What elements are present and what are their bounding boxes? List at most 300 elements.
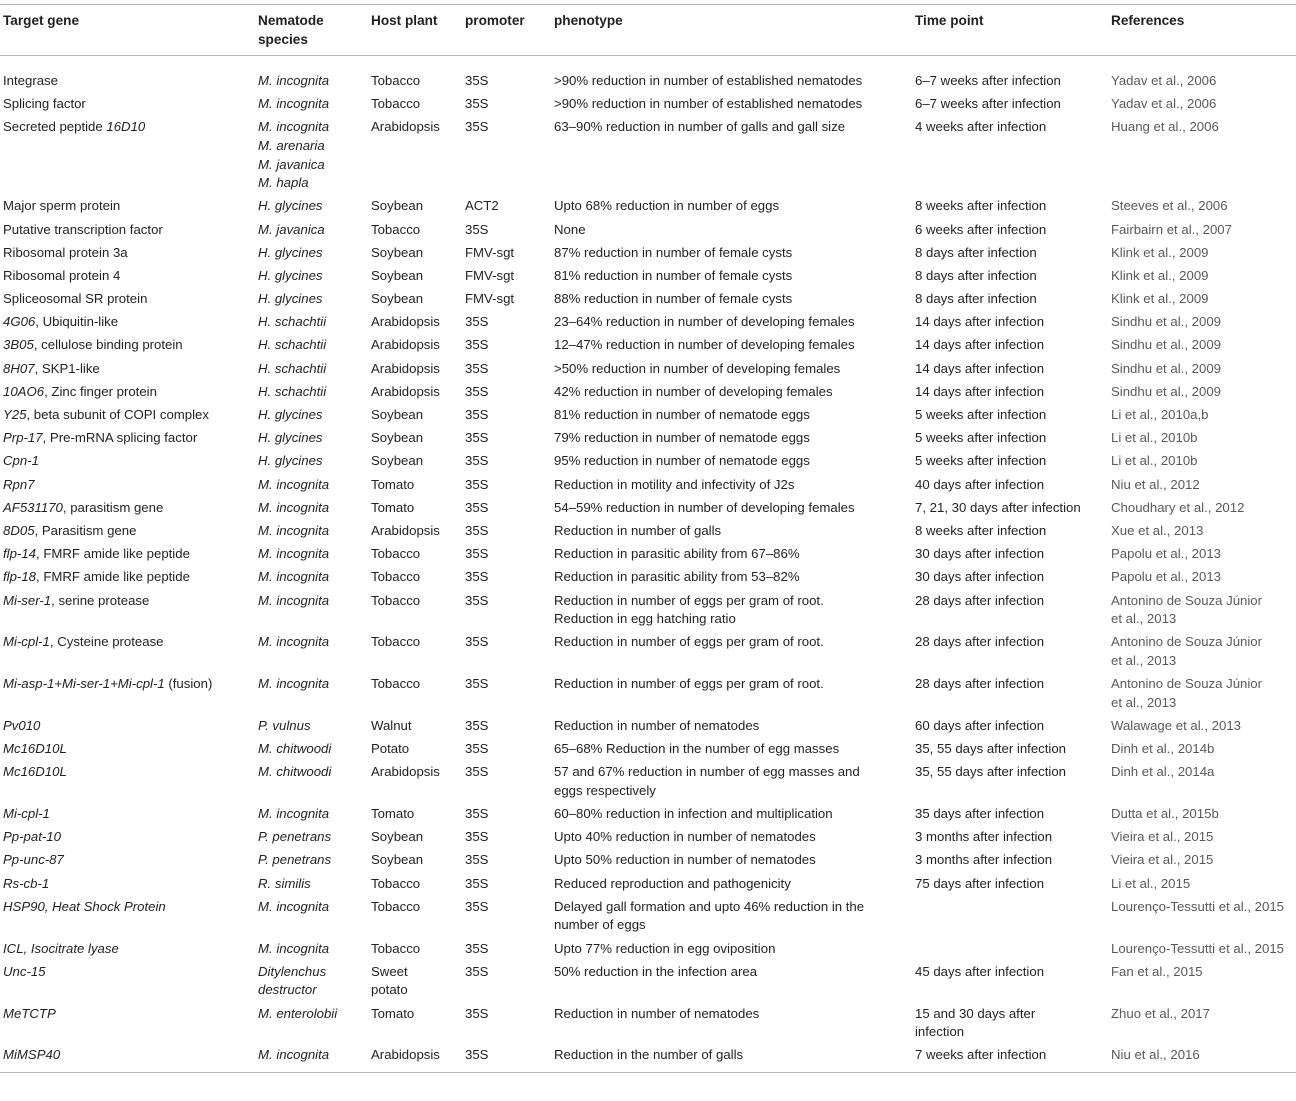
cell-target-gene	[0, 195, 254, 218]
gene-segment: 8H07	[3, 360, 35, 376]
cell-nematode-species	[254, 427, 367, 450]
cell-phenotype	[550, 218, 911, 241]
cell-text: Tobacco	[371, 569, 421, 585]
cell-text: Li et al., 2010b	[1111, 453, 1198, 469]
cell-text: 35S	[465, 806, 489, 822]
gene-segment: flp-18	[3, 569, 36, 585]
cell-phenotype	[550, 631, 911, 673]
cell-target-gene	[0, 265, 254, 288]
cell-text: et al., 2013	[1111, 611, 1177, 627]
table-row	[0, 241, 1296, 264]
cell-host-plant	[367, 589, 461, 631]
cell-phenotype	[550, 56, 911, 93]
cell-text: Vieira et al., 2015	[1111, 829, 1214, 845]
cell-text: Klink et al., 2009	[1111, 244, 1209, 260]
table-row	[0, 960, 1296, 1002]
cell-text: 5 weeks after infection	[915, 453, 1047, 469]
gene-segment: Mc16D10L	[3, 741, 67, 757]
cell-text: Tomato	[371, 499, 415, 515]
cell-nematode-species	[254, 241, 367, 264]
cell-host-plant	[367, 937, 461, 960]
cell-host-plant	[367, 381, 461, 404]
header-phenotype: phenotype	[550, 5, 911, 56]
gene-segment: AF531170	[3, 499, 63, 515]
cell-text: 8 days after infection	[915, 244, 1037, 260]
cell-text: 35S	[465, 499, 489, 515]
cell-phenotype	[550, 116, 911, 195]
cell-text: P. penetrans	[258, 852, 332, 868]
cell-host-plant	[367, 1044, 461, 1072]
cell-time-point	[911, 473, 1107, 496]
cell-text: Arabidopsis	[371, 360, 440, 376]
cell-target-gene	[0, 937, 254, 960]
cell-time-point	[911, 566, 1107, 589]
cell-text: Soybean	[371, 453, 424, 469]
cell-promoter	[461, 218, 550, 241]
cell-text: Walnut	[371, 717, 412, 733]
cell-text: M. incognita	[258, 546, 330, 562]
gene-segment: , beta subunit of COPI complex	[26, 407, 209, 423]
cell-phenotype	[550, 803, 911, 826]
gene-segment: Mc16D10L	[3, 764, 67, 780]
cell-text: FMV-sgt	[465, 244, 515, 260]
cell-text: H. glycines	[258, 407, 323, 423]
cell-text: et al., 2013	[1111, 652, 1177, 668]
table-row	[0, 543, 1296, 566]
cell-text: 35, 55 days after infection	[915, 764, 1067, 780]
cell-phenotype	[550, 404, 911, 427]
cell-text: Reduction in number of galls	[554, 522, 722, 538]
cell-host-plant	[367, 826, 461, 849]
cell-text: Dinh et al., 2014b	[1111, 741, 1215, 757]
cell-promoter	[461, 589, 550, 631]
cell-promoter	[461, 334, 550, 357]
cell-host-plant	[367, 404, 461, 427]
cell-text: H. schachtii	[258, 314, 327, 330]
cell-text: Tobacco	[371, 634, 421, 650]
cell-reference	[1107, 826, 1296, 849]
cell-text: 35 days after infection	[915, 806, 1045, 822]
cell-promoter	[461, 520, 550, 543]
cell-nematode-species	[254, 1044, 367, 1072]
table-row	[0, 311, 1296, 334]
cell-target-gene	[0, 589, 254, 631]
cell-phenotype	[550, 673, 911, 715]
cell-text: 87% reduction in number of female cysts	[554, 244, 793, 260]
cell-target-gene	[0, 288, 254, 311]
cell-text: M. incognita	[258, 592, 330, 608]
cell-host-plant	[367, 334, 461, 357]
cell-promoter	[461, 427, 550, 450]
cell-phenotype	[550, 427, 911, 450]
cell-time-point	[911, 895, 1107, 937]
cell-text: Tobacco	[371, 940, 421, 956]
cell-time-point	[911, 589, 1107, 631]
cell-phenotype	[550, 334, 911, 357]
cell-nematode-species	[254, 803, 367, 826]
cell-nematode-species	[254, 960, 367, 1002]
cell-text: 35S	[465, 569, 489, 585]
cell-host-plant	[367, 288, 461, 311]
cell-time-point	[911, 872, 1107, 895]
cell-text: 30 days after infection	[915, 546, 1045, 562]
cell-text: Reduction in number of eggs per gram of root.	[554, 634, 824, 650]
table-row	[0, 1044, 1296, 1072]
cell-text: Soybean	[371, 198, 424, 214]
cell-text: H. glycines	[258, 453, 323, 469]
cell-reference	[1107, 496, 1296, 519]
cell-promoter	[461, 738, 550, 761]
cell-text: 7, 21, 30 days after infection	[915, 499, 1081, 515]
table-row	[0, 404, 1296, 427]
cell-text: Fan et al., 2015	[1111, 963, 1203, 979]
cell-phenotype	[550, 1044, 911, 1072]
gene-segment: Rpn7	[3, 476, 35, 492]
cell-target-gene	[0, 357, 254, 380]
cell-text: Antonino de Souza Júnior	[1111, 634, 1263, 650]
cell-text: Soybean	[371, 852, 424, 868]
gene-segment: HSP90, Heat Shock Protein	[3, 898, 166, 914]
cell-promoter	[461, 960, 550, 1002]
cell-text: M. incognita	[258, 73, 330, 88]
cell-text: Arabidopsis	[371, 522, 440, 538]
cell-text: Delayed gall formation and upto 46% reduction in the	[554, 898, 865, 914]
table-row	[0, 589, 1296, 631]
cell-text: 54–59% reduction in number of developing females	[554, 499, 855, 515]
cell-text: Reduction in parasitic ability from 53–82%	[554, 569, 800, 585]
cell-time-point	[911, 803, 1107, 826]
gene-segment: , Cysteine protease	[49, 634, 164, 650]
cell-reference	[1107, 937, 1296, 960]
gene-segment: , Ubiquitin-like	[35, 314, 119, 330]
cell-text: Tobacco	[371, 221, 421, 237]
cell-text: 35S	[465, 1005, 489, 1021]
data-table	[0, 4, 1296, 1073]
gene-segment: Pv010	[3, 717, 41, 733]
cell-text: Klink et al., 2009	[1111, 267, 1209, 283]
cell-text: Sweet	[371, 963, 408, 979]
cell-time-point	[911, 311, 1107, 334]
gene-segment: MiMSP40	[3, 1047, 61, 1063]
gene-segment: , Zinc finger protein	[44, 383, 157, 399]
cell-text: M. incognita	[258, 119, 330, 135]
cell-time-point	[911, 715, 1107, 738]
cell-target-gene	[0, 520, 254, 543]
table-row	[0, 738, 1296, 761]
cell-nematode-species	[254, 937, 367, 960]
cell-reference	[1107, 738, 1296, 761]
cell-host-plant	[367, 241, 461, 264]
cell-text: 4 weeks after infection	[915, 119, 1047, 135]
gene-segment: Splicing factor	[3, 96, 86, 112]
cell-promoter	[461, 803, 550, 826]
cell-nematode-species	[254, 218, 367, 241]
cell-host-plant	[367, 473, 461, 496]
cell-text: 35S	[465, 898, 489, 914]
cell-text: >50% reduction in number of developing females	[554, 360, 841, 376]
cell-text: Potato	[371, 741, 410, 757]
cell-text: 95% reduction in number of nematode eggs	[554, 453, 810, 469]
cell-phenotype	[550, 93, 911, 116]
cell-reference	[1107, 1044, 1296, 1072]
cell-text: 12–47% reduction in number of developing females	[554, 337, 855, 353]
cell-reference	[1107, 520, 1296, 543]
cell-text: M. incognita	[258, 96, 330, 112]
cell-nematode-species	[254, 195, 367, 218]
cell-target-gene	[0, 311, 254, 334]
cell-text: Sindhu et al., 2009	[1111, 337, 1221, 353]
cell-text: 3 months after infection	[915, 829, 1053, 845]
cell-target-gene	[0, 218, 254, 241]
table-row	[0, 566, 1296, 589]
cell-text: M. incognita	[258, 522, 330, 538]
cell-text: Tomato	[371, 806, 415, 822]
cell-text: M. incognita	[258, 806, 330, 822]
cell-text: Sindhu et al., 2009	[1111, 383, 1221, 399]
cell-text: destructor	[258, 982, 317, 998]
cell-text: Li et al., 2015	[1111, 875, 1191, 891]
cell-text: M. incognita	[258, 898, 330, 914]
cell-text: Reduction in number of nematodes	[554, 717, 760, 733]
cell-host-plant	[367, 543, 461, 566]
cell-text: Soybean	[371, 829, 424, 845]
cell-text: Reduction in number of eggs per gram of root.	[554, 592, 824, 608]
cell-phenotype	[550, 357, 911, 380]
cell-text: Upto 50% reduction in number of nematodes	[554, 852, 816, 868]
table-row	[0, 450, 1296, 473]
cell-text: Reduction in number of eggs per gram of root.	[554, 676, 824, 692]
gene-segment: Mi-ser-1	[3, 592, 52, 608]
cell-host-plant	[367, 715, 461, 738]
cell-text: 15 and 30 days after	[915, 1005, 1036, 1021]
cell-promoter	[461, 288, 550, 311]
cell-phenotype	[550, 543, 911, 566]
cell-text: R. similis	[258, 875, 311, 891]
cell-promoter	[461, 715, 550, 738]
cell-nematode-species	[254, 288, 367, 311]
cell-nematode-species	[254, 826, 367, 849]
cell-promoter	[461, 761, 550, 803]
cell-text: Klink et al., 2009	[1111, 291, 1209, 307]
cell-host-plant	[367, 357, 461, 380]
cell-reference	[1107, 631, 1296, 673]
cell-text: Tobacco	[371, 676, 421, 692]
cell-time-point	[911, 761, 1107, 803]
cell-nematode-species	[254, 520, 367, 543]
cell-text: 60–80% reduction in infection and multiplication	[554, 806, 833, 822]
cell-nematode-species	[254, 715, 367, 738]
table-row	[0, 826, 1296, 849]
cell-text: 42% reduction in number of developing females	[554, 383, 833, 399]
cell-reference	[1107, 288, 1296, 311]
gene-segment: flp-14	[3, 546, 36, 562]
cell-text: 35S	[465, 476, 489, 492]
cell-target-gene	[0, 826, 254, 849]
cell-text: M. chitwoodi	[258, 741, 332, 757]
cell-time-point	[911, 241, 1107, 264]
cell-text: >90% reduction in number of established nematodes	[554, 96, 863, 112]
cell-time-point	[911, 496, 1107, 519]
cell-time-point	[911, 93, 1107, 116]
cell-text: Soybean	[371, 267, 424, 283]
header-nematode-species	[254, 5, 367, 56]
cell-text: M. enterolobii	[258, 1005, 338, 1021]
cell-time-point	[911, 404, 1107, 427]
cell-text: et al., 2013	[1111, 694, 1177, 710]
cell-phenotype	[550, 381, 911, 404]
cell-phenotype	[550, 872, 911, 895]
cell-text: 60 days after infection	[915, 717, 1045, 733]
cell-promoter	[461, 1044, 550, 1072]
cell-text: Yadav et al., 2006	[1111, 73, 1217, 88]
cell-target-gene	[0, 803, 254, 826]
gene-segment: (fusion)	[164, 676, 213, 692]
cell-phenotype	[550, 496, 911, 519]
cell-reference	[1107, 960, 1296, 1002]
cell-host-plant	[367, 849, 461, 872]
cell-phenotype	[550, 450, 911, 473]
cell-text: Tobacco	[371, 875, 421, 891]
cell-text: Niu et al., 2016	[1111, 1047, 1200, 1063]
cell-text: Papolu et al., 2013	[1111, 546, 1221, 562]
cell-phenotype	[550, 473, 911, 496]
cell-time-point	[911, 937, 1107, 960]
cell-text: Antonino de Souza Júnior	[1111, 676, 1263, 692]
cell-text: 14 days after infection	[915, 383, 1045, 399]
cell-text: 7 weeks after infection	[915, 1047, 1047, 1063]
gene-segment: Integrase	[3, 73, 58, 88]
cell-host-plant	[367, 872, 461, 895]
cell-text: Antonino de Souza Júnior	[1111, 592, 1263, 608]
cell-target-gene	[0, 738, 254, 761]
cell-text: 35S	[465, 764, 489, 780]
gene-segment: , parasitism gene	[62, 499, 164, 515]
gene-segment: Pp-unc-87	[3, 852, 64, 868]
cell-text: None	[554, 221, 586, 237]
table-row	[0, 427, 1296, 450]
cell-text: Vieira et al., 2015	[1111, 852, 1214, 868]
cell-text: Walawage et al., 2013	[1111, 717, 1242, 733]
cell-host-plant	[367, 116, 461, 195]
cell-text: 35S	[465, 875, 489, 891]
cell-text: 35S	[465, 96, 489, 112]
gene-segment: Putative transcription factor	[3, 221, 163, 237]
cell-time-point	[911, 56, 1107, 93]
gene-segment: MeTCTP	[3, 1005, 56, 1021]
table-row	[0, 357, 1296, 380]
cell-nematode-species	[254, 738, 367, 761]
cell-text: M. incognita	[258, 1047, 330, 1063]
cell-host-plant	[367, 450, 461, 473]
cell-promoter	[461, 381, 550, 404]
cell-phenotype	[550, 311, 911, 334]
gene-segment: , serine protease	[51, 592, 150, 608]
cell-target-gene	[0, 116, 254, 195]
cell-text: ACT2	[465, 198, 499, 214]
table-row	[0, 715, 1296, 738]
cell-target-gene	[0, 849, 254, 872]
cell-text: Tobacco	[371, 96, 421, 112]
cell-host-plant	[367, 311, 461, 334]
cell-target-gene	[0, 1002, 254, 1044]
cell-text: 50% reduction in the infection area	[554, 963, 758, 979]
cell-text: 79% reduction in number of nematode eggs	[554, 430, 810, 446]
gene-segment: Ribosomal protein 3a	[3, 244, 128, 260]
header-references: References	[1107, 5, 1296, 56]
cell-time-point	[911, 631, 1107, 673]
gene-segment: , FMRF amide like peptide	[36, 569, 190, 585]
gene-segment: Ribosomal protein 4	[3, 267, 121, 283]
cell-text: 5 weeks after infection	[915, 430, 1047, 446]
cell-text: 88% reduction in number of female cysts	[554, 291, 793, 307]
cell-text: H. schachtii	[258, 383, 327, 399]
cell-time-point	[911, 334, 1107, 357]
cell-time-point	[911, 450, 1107, 473]
cell-text: 14 days after infection	[915, 314, 1045, 330]
cell-nematode-species	[254, 566, 367, 589]
cell-text: 5 weeks after infection	[915, 407, 1047, 423]
cell-text: Yadav et al., 2006	[1111, 96, 1217, 112]
cell-reference	[1107, 849, 1296, 872]
cell-text: Upto 68% reduction in number of eggs	[554, 198, 780, 214]
gene-segment: Pp-pat-10	[3, 829, 61, 845]
cell-time-point	[911, 738, 1107, 761]
cell-reference	[1107, 673, 1296, 715]
cell-promoter	[461, 93, 550, 116]
cell-text: Papolu et al., 2013	[1111, 569, 1221, 585]
cell-text: potato	[371, 982, 408, 998]
cell-target-gene	[0, 631, 254, 673]
cell-nematode-species	[254, 872, 367, 895]
cell-text: Soybean	[371, 430, 424, 446]
table-row	[0, 288, 1296, 311]
cell-text: Sindhu et al., 2009	[1111, 360, 1221, 376]
cell-time-point	[911, 195, 1107, 218]
cell-reference	[1107, 566, 1296, 589]
cell-text: Tomato	[371, 1005, 415, 1021]
table-row	[0, 496, 1296, 519]
cell-phenotype	[550, 895, 911, 937]
cell-target-gene	[0, 496, 254, 519]
gene-segment: , Parasitism gene	[34, 522, 137, 538]
cell-promoter	[461, 1002, 550, 1044]
cell-text: Reduction in the number of galls	[554, 1047, 744, 1063]
cell-text: 28 days after infection	[915, 676, 1045, 692]
cell-text: Reduced reproduction and pathogenicity	[554, 875, 791, 891]
cell-target-gene	[0, 404, 254, 427]
cell-time-point	[911, 826, 1107, 849]
cell-text: Reduction in parasitic ability from 67–86%	[554, 546, 800, 562]
cell-text: 40 days after infection	[915, 476, 1045, 492]
header-time-point: Time point	[911, 5, 1107, 56]
cell-promoter	[461, 673, 550, 715]
gene-segment: Major sperm protein	[3, 198, 121, 214]
cell-text: 35S	[465, 1047, 489, 1063]
cell-text: 63–90% reduction in number of galls and gall size	[554, 119, 846, 135]
cell-text: Sindhu et al., 2009	[1111, 314, 1221, 330]
cell-host-plant	[367, 738, 461, 761]
cell-target-gene	[0, 427, 254, 450]
table-header	[0, 5, 1296, 56]
cell-text: Soybean	[371, 244, 424, 260]
cell-text: 35S	[465, 73, 489, 88]
cell-text: H. schachtii	[258, 360, 327, 376]
cell-text: 35S	[465, 522, 489, 538]
cell-reference	[1107, 803, 1296, 826]
cell-text: Dutta et al., 2015b	[1111, 806, 1219, 822]
cell-nematode-species	[254, 543, 367, 566]
header-nematode-species-text: Nematode species	[258, 13, 324, 47]
